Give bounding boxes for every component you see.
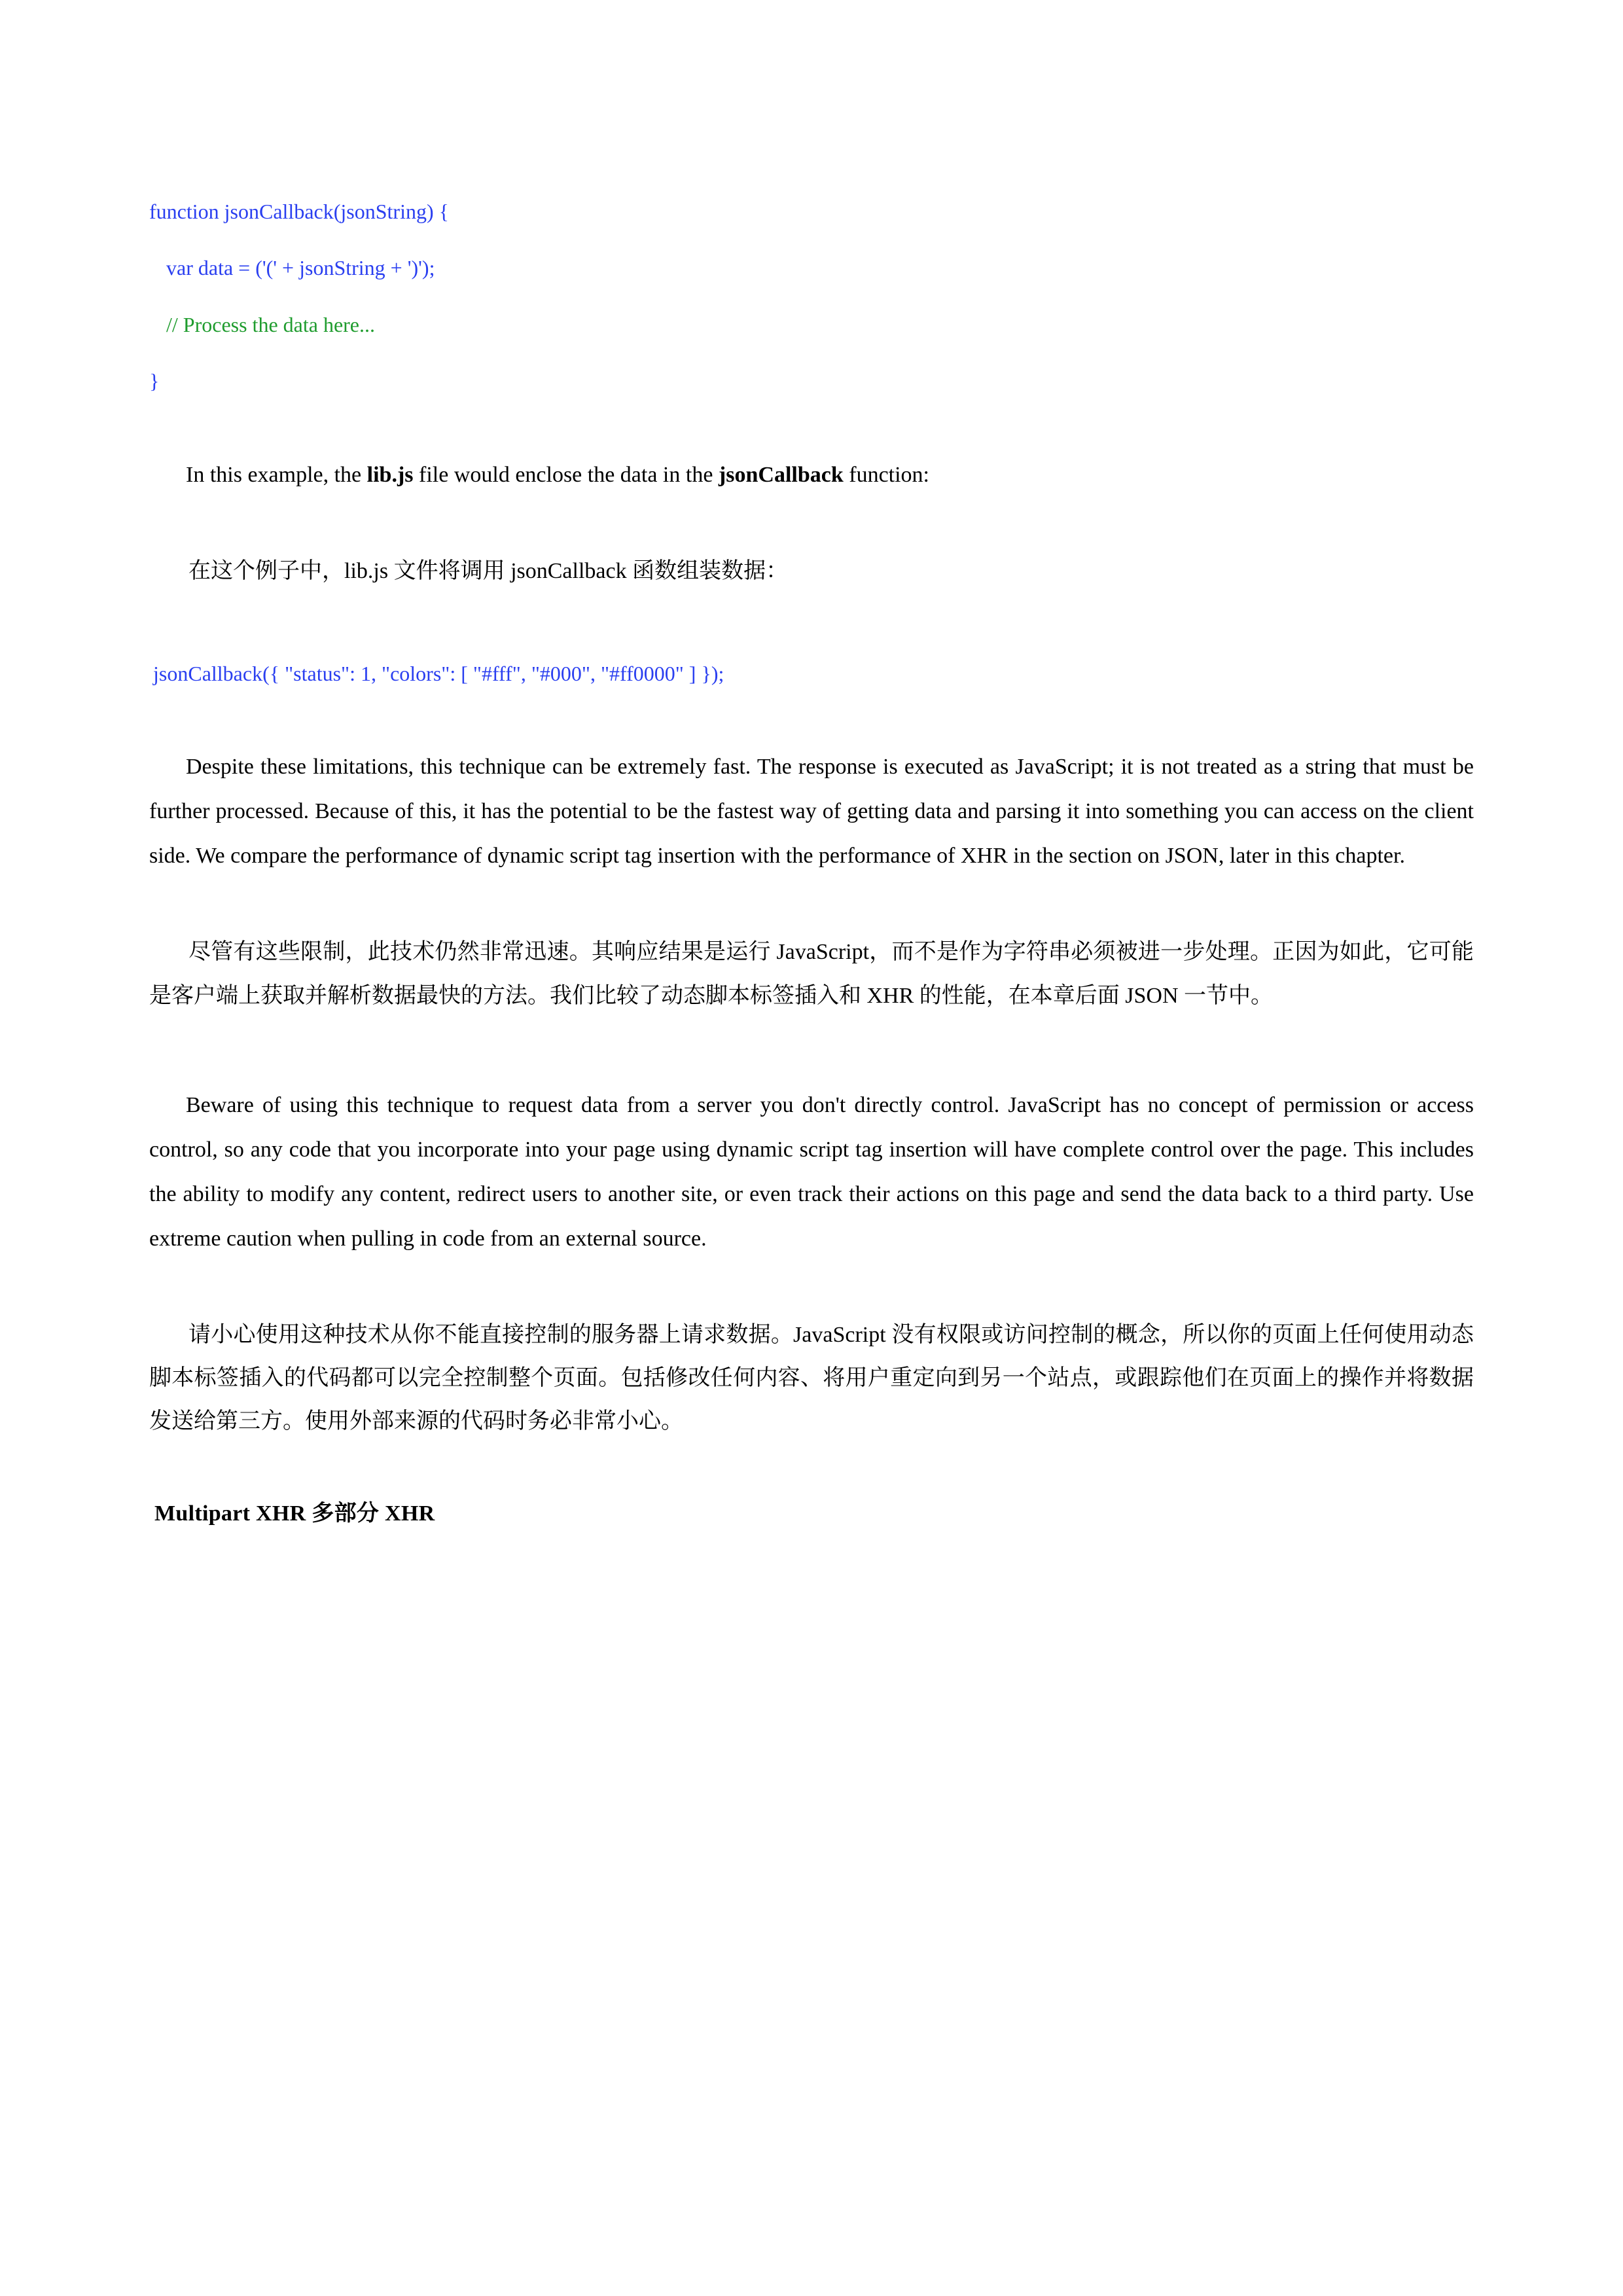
code-line: } xyxy=(149,369,160,393)
code-block-jsoncallback-definition xyxy=(149,196,1474,397)
bold-libjs: lib.js xyxy=(366,462,414,487)
spacer xyxy=(149,901,1474,931)
spacer xyxy=(149,423,1474,453)
spacer xyxy=(149,615,1474,658)
bold-jsoncallback: jsonCallback xyxy=(718,462,844,487)
paragraph-english-security-warning: Beware of using this technique to request data from a server you don't directly control. JavaScript has no concept of permission or access control, so any code that you incorporate into your page using dynamic script tag insertion will have complete control over the page. This includes the ability to modify any content, redirect users to another site, or even track their actions on this page and send the data back to a third party. Use extreme caution when pulling in code from an external source. xyxy=(149,1092,1474,1251)
paragraph-english-performance: Despite these limitations, this technique can be extremely fast. The response is executed as JavaScript; it is not treated as a string that must be further processed. Because of this, it has the potential to be the fastest way of getting data and parsing it into something you can access on the client side. We compare the performance of dynamic script tag insertion with the performance of XHR in the section on JSON, later in this chapter. xyxy=(149,755,1474,869)
spacer xyxy=(149,1283,1474,1314)
paragraph-english-example-intro xyxy=(149,453,1474,497)
paragraph-chinese-performance: 尽管有这些限制，此技术仍然非常迅速。其响应结果是运行 JavaScript，而不是作为字符串必须被进一步处理。正因为如此，它可能是客户端上获取并解析数据最快的方法。我们比较了动态脚本标签插入和 XHR 的性能，在本章后面 JSON 一节中。 xyxy=(149,940,1474,1008)
section-heading-multipart-xhr: Multipart XHR 多部分 XHR xyxy=(154,1501,435,1526)
paragraph-chinese-security-warning: 请小心使用这种技术从你不能直接控制的服务器上请求数据。JavaScript 没有权限或访问控制的概念，所以你的页面上任何使用动态脚本标签插入的代码都可以完全控制整个页面。包括修改任何内容、将用户重定向到另一个站点，或跟踪他们在页面上的操作并将数据发送给第三方。使用外部来源的代码时务必非常小心。 xyxy=(149,1322,1474,1434)
text-fragment: file would enclose the data in the xyxy=(413,462,719,487)
text-fragment: function: xyxy=(843,462,930,487)
spacer xyxy=(149,1040,1474,1083)
text-fragment: In this example, the xyxy=(186,462,367,487)
paragraph-chinese-example-intro: 在这个例子中，lib.js 文件将调用 jsonCallback 函数组装数据： xyxy=(188,558,789,583)
spacer xyxy=(149,715,1474,745)
code-line: var data = ('(' + jsonString + ')'); xyxy=(166,256,435,280)
code-line: function jsonCallback(jsonString) { xyxy=(149,200,449,223)
code-block-jsoncallback-invocation: jsonCallback({ "status": 1, "colors": [ "#fff", "#000", "#ff0000" ] }); xyxy=(153,661,724,685)
spacer xyxy=(149,520,1474,550)
code-comment-line: // Process the data here... xyxy=(166,312,375,336)
